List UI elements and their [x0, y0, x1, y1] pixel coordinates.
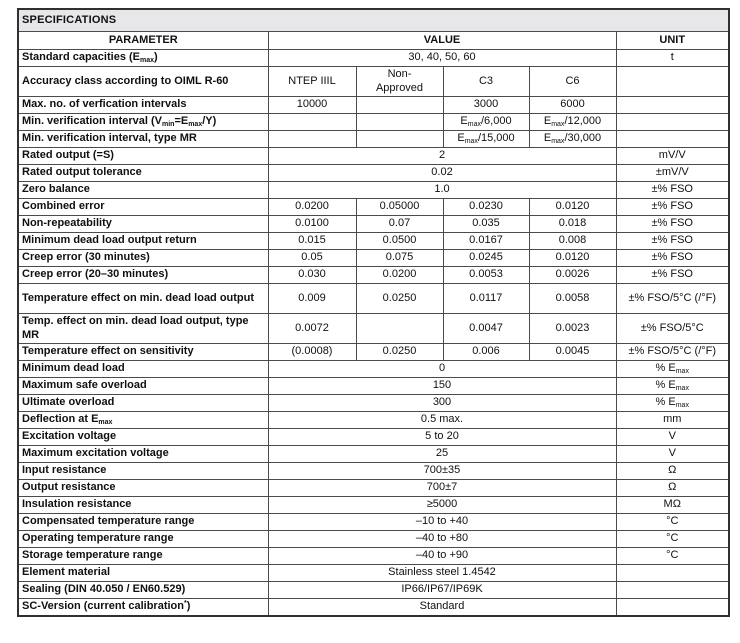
- param-cell: Input resistance: [18, 463, 268, 480]
- unit-cell: Ω: [616, 480, 729, 497]
- param-cell: Maximum safe overload: [18, 378, 268, 395]
- unit-cell: [616, 114, 729, 131]
- table-row: [18, 446, 729, 463]
- table-row: [18, 233, 729, 250]
- value-cell: ≥5000: [268, 497, 616, 514]
- param-cell: Storage temperature range: [18, 548, 268, 565]
- specifications-table: [17, 8, 730, 617]
- value-cell: [356, 97, 443, 114]
- value-cell: 1.0: [268, 182, 616, 199]
- param-cell: Temperature effect on min. dead load output: [18, 284, 268, 314]
- param-cell: Creep error (20–30 minutes): [18, 267, 268, 284]
- value-cell: 0.5 max.: [268, 412, 616, 429]
- table-row: [18, 114, 729, 131]
- value-cell: 0.0072: [268, 314, 356, 344]
- table-row: [18, 497, 729, 514]
- param-cell: Standard capacities $(E_{max})$: [18, 50, 268, 67]
- unit-cell: ±% FSO/5°C (/°F): [616, 344, 729, 361]
- unit-cell: ±% FSO: [616, 216, 729, 233]
- unit-cell: [616, 582, 729, 599]
- unit-cell: Ω: [616, 463, 729, 480]
- unit-cell: % $E_{max}$: [616, 378, 729, 395]
- table-row: [18, 182, 729, 199]
- unit-cell: MΩ: [616, 497, 729, 514]
- value-cell: 0.030: [268, 267, 356, 284]
- value-cell: 0.009: [268, 284, 356, 314]
- value-cell: 30, 40, 50, 60: [268, 50, 616, 67]
- unit-cell: °C: [616, 531, 729, 548]
- value-cell: $E_{max}/30,000$: [529, 131, 616, 148]
- value-cell: 0.0045: [529, 344, 616, 361]
- value-cell: 700±7: [268, 480, 616, 497]
- table-row: [18, 463, 729, 480]
- value-cell: 0.0245: [443, 250, 529, 267]
- value-cell: 0.0100: [268, 216, 356, 233]
- table-row: [18, 480, 729, 497]
- unit-cell: [616, 599, 729, 616]
- table-row: [18, 514, 729, 531]
- table-row: [18, 131, 729, 148]
- param-cell: SC-Version (current calibration*): [18, 599, 268, 616]
- table-row: [18, 314, 729, 344]
- table-row: [18, 67, 729, 97]
- table-title-row: [18, 9, 729, 32]
- unit-cell: °C: [616, 548, 729, 565]
- table-row: [18, 165, 729, 182]
- unit-cell: [616, 565, 729, 582]
- table-row: [18, 548, 729, 565]
- value-cell: NTEP IIIL: [268, 67, 356, 97]
- value-cell: 0.0120: [529, 250, 616, 267]
- unit-cell: [616, 67, 729, 97]
- value-cell: [268, 114, 356, 131]
- param-cell: Rated output tolerance: [18, 165, 268, 182]
- column-header-parameter: PARAMETER: [18, 32, 268, 50]
- table-row: [18, 599, 729, 616]
- value-cell: 0.015: [268, 233, 356, 250]
- param-cell: Temp. effect on min. dead load output, type MR: [18, 314, 268, 344]
- value-cell: 0.018: [529, 216, 616, 233]
- unit-cell: ±% FSO/5°C (/°F): [616, 284, 729, 314]
- spec-rows: [18, 50, 729, 616]
- value-cell: –40 to +80: [268, 531, 616, 548]
- table-row: [18, 582, 729, 599]
- value-cell: 0.0200: [356, 267, 443, 284]
- value-cell: 0.075: [356, 250, 443, 267]
- unit-cell: mm: [616, 412, 729, 429]
- column-header-row: [18, 32, 729, 50]
- table-row: [18, 267, 729, 284]
- table-row: [18, 361, 729, 378]
- value-cell: 0.0250: [356, 284, 443, 314]
- value-cell: [356, 114, 443, 131]
- unit-cell: V: [616, 446, 729, 463]
- value-cell: 25: [268, 446, 616, 463]
- table-row: [18, 250, 729, 267]
- value-cell: 0.0200: [268, 199, 356, 216]
- table-row: [18, 412, 729, 429]
- value-cell: 0.05: [268, 250, 356, 267]
- value-cell: Stainless steel 1.4542: [268, 565, 616, 582]
- value-cell: 0.0167: [443, 233, 529, 250]
- value-cell: $E_{max}/15,000$: [443, 131, 529, 148]
- value-cell: 6000: [529, 97, 616, 114]
- param-cell: Min. verification interval $(V_{min}=E_{max}/Y)$: [18, 114, 268, 131]
- unit-cell: % $E_{max}$: [616, 395, 729, 412]
- param-cell: Non-repeatability: [18, 216, 268, 233]
- value-cell: Standard: [268, 599, 616, 616]
- value-cell: 0.0047: [443, 314, 529, 344]
- param-cell: Output resistance: [18, 480, 268, 497]
- value-cell: 0.07: [356, 216, 443, 233]
- table-title: SPECIFICATIONS: [18, 9, 729, 32]
- unit-cell: ±% FSO: [616, 199, 729, 216]
- param-cell: Insulation resistance: [18, 497, 268, 514]
- value-cell: 0.05000: [356, 199, 443, 216]
- value-cell: 0.0058: [529, 284, 616, 314]
- unit-cell: ±% FSO: [616, 267, 729, 284]
- value-cell: 0.035: [443, 216, 529, 233]
- param-cell: Element material: [18, 565, 268, 582]
- param-cell: Sealing (DIN 40.050 / EN60.529): [18, 582, 268, 599]
- table-row: [18, 199, 729, 216]
- value-cell: Non- Approved: [356, 67, 443, 97]
- param-cell: Deflection at $E_{max}$: [18, 412, 268, 429]
- param-cell: Maximum excitation voltage: [18, 446, 268, 463]
- value-cell: 0: [268, 361, 616, 378]
- unit-cell: [616, 131, 729, 148]
- value-cell: IP66/IP67/IP69K: [268, 582, 616, 599]
- param-cell: Minimum dead load output return: [18, 233, 268, 250]
- table-row: [18, 565, 729, 582]
- unit-cell: ±% FSO: [616, 233, 729, 250]
- table-row: [18, 148, 729, 165]
- unit-cell: ±% FSO: [616, 250, 729, 267]
- table-row: [18, 378, 729, 395]
- table-row: [18, 216, 729, 233]
- param-cell: Operating temperature range: [18, 531, 268, 548]
- unit-cell: mV/V: [616, 148, 729, 165]
- value-cell: 0.008: [529, 233, 616, 250]
- value-cell: 3000: [443, 97, 529, 114]
- value-cell: 150: [268, 378, 616, 395]
- param-cell: Max. no. of verfication intervals: [18, 97, 268, 114]
- param-cell: Accuracy class according to OIML R-60: [18, 67, 268, 97]
- param-cell: Creep error (30 minutes): [18, 250, 268, 267]
- unit-cell: [616, 97, 729, 114]
- unit-cell: % $E_{max}$: [616, 361, 729, 378]
- param-cell: Min. verification interval, type MR: [18, 131, 268, 148]
- param-cell: Excitation voltage: [18, 429, 268, 446]
- value-cell: 2: [268, 148, 616, 165]
- value-cell: [356, 131, 443, 148]
- param-cell: Rated output (=S): [18, 148, 268, 165]
- value-cell: 0.0026: [529, 267, 616, 284]
- value-cell: 0.0117: [443, 284, 529, 314]
- table-row: [18, 344, 729, 361]
- table-row: [18, 50, 729, 67]
- unit-cell: ±mV/V: [616, 165, 729, 182]
- value-cell: 0.006: [443, 344, 529, 361]
- unit-cell: t: [616, 50, 729, 67]
- value-cell: $E_{max}/6,000$: [443, 114, 529, 131]
- value-cell: 700±35: [268, 463, 616, 480]
- value-cell: –10 to +40: [268, 514, 616, 531]
- value-cell: 0.0500: [356, 233, 443, 250]
- param-cell: Ultimate overload: [18, 395, 268, 412]
- value-cell: $E_{max}/12,000$: [529, 114, 616, 131]
- column-header-unit: UNIT: [616, 32, 729, 50]
- value-cell: 0.0053: [443, 267, 529, 284]
- value-cell: C6: [529, 67, 616, 97]
- param-cell: Combined error: [18, 199, 268, 216]
- value-cell: [356, 314, 443, 344]
- value-cell: 0.0120: [529, 199, 616, 216]
- unit-cell: V: [616, 429, 729, 446]
- value-cell: 300: [268, 395, 616, 412]
- table-row: [18, 531, 729, 548]
- table-row: [18, 429, 729, 446]
- table-row: [18, 395, 729, 412]
- table-row: [18, 97, 729, 114]
- value-cell: C3: [443, 67, 529, 97]
- value-cell: 0.0023: [529, 314, 616, 344]
- column-header-value: VALUE: [268, 32, 616, 50]
- value-cell: 0.0250: [356, 344, 443, 361]
- value-cell: (0.0008): [268, 344, 356, 361]
- param-cell: Compensated temperature range: [18, 514, 268, 531]
- value-cell: 5 to 20: [268, 429, 616, 446]
- value-cell: [268, 131, 356, 148]
- param-cell: Minimum dead load: [18, 361, 268, 378]
- table-row: [18, 284, 729, 314]
- param-cell: Zero balance: [18, 182, 268, 199]
- value-cell: 10000: [268, 97, 356, 114]
- param-cell: Temperature effect on sensitivity: [18, 344, 268, 361]
- unit-cell: °C: [616, 514, 729, 531]
- value-cell: 0.0230: [443, 199, 529, 216]
- value-cell: 0.02: [268, 165, 616, 182]
- value-cell: –40 to +90: [268, 548, 616, 565]
- unit-cell: ±% FSO/5°C: [616, 314, 729, 344]
- unit-cell: ±% FSO: [616, 182, 729, 199]
